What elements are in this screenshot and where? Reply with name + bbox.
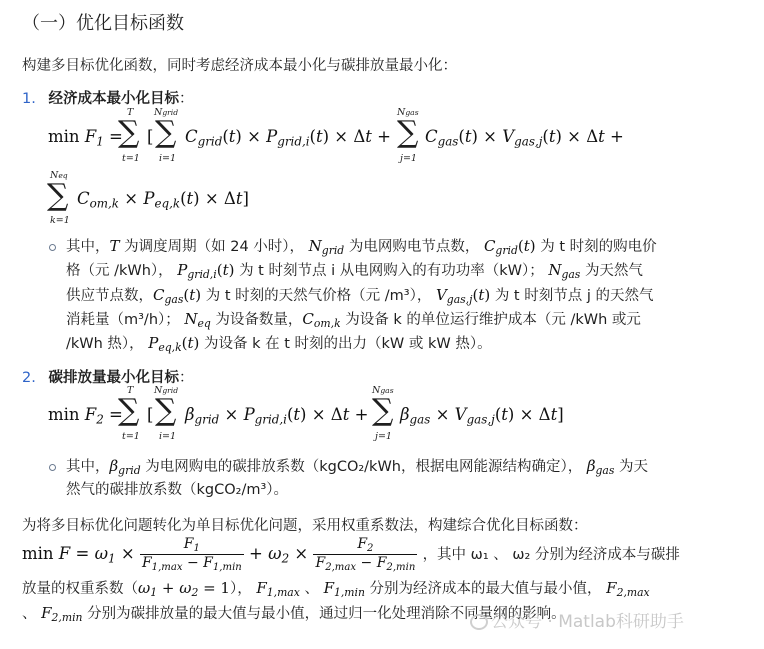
f1-term1: $C_{grid}(t) \times P_{grid,i}(t) \times \Delta t$ + — [185, 127, 391, 149]
combined-line3: 、 $F_{2,min}$ 分别为碳排放量的最大值与最小值，通过归一化处理消除不同量纲的影响。 — [22, 604, 566, 625]
f1-sum4-sigma: ∑ — [47, 178, 69, 213]
watermark: 公众号 · Matlab科研助手 — [470, 607, 684, 632]
intro-text: 构建多目标优化函数，同时考虑经济成本最小化与碳排放量最小化： — [22, 58, 457, 74]
item2-heading — [22, 366, 193, 387]
item1-desc-line5: /kWh 热）， $P_{eq,k}(t)$ 为设备 k 在 t 时刻的出力（kW 或 kW 热）。 — [66, 334, 492, 355]
item1-desc-line1: 其中，T 为调度周期（如 24 小时）， $N_{grid}$ 为电网购电节点数， $C_{grid}(t)$ 为 t 时刻的购电价 — [66, 237, 657, 258]
item2-colon: ： — [178, 370, 194, 386]
item1-desc-line2: 格（元 /kWh）， $P_{grid,i}(t)$ 为 t 时刻节点 i 从电网购入的有功功率（kW）； $N_{gas}$ 为天然气 — [66, 261, 643, 282]
item1-number: 1. — [22, 91, 36, 107]
transform-text: 为将多目标优化问题转化为单目标优化问题，采用权重系数法，构建综合优化目标函数： — [22, 518, 588, 534]
f1-sum4-lower: k=1 — [50, 215, 70, 226]
f1-sum1-lower: t=1 — [122, 153, 140, 164]
f1-sum1-sigma: ∑ — [118, 115, 140, 150]
item2-number: 2. — [22, 370, 36, 386]
f2-sum3-lower: j=1 — [375, 431, 392, 442]
f1-sum1-upper: T — [127, 107, 134, 118]
f2-sum2-lower: i=1 — [159, 431, 177, 442]
f1-term2: $C_{gas}(t) \times V_{gas,j}(t) \times \Delta t$ + — [425, 127, 624, 149]
f1-sum2-lower: i=1 — [159, 153, 177, 164]
item2-desc-line2: 然气的碳排放系数（kgCO₂/m³）。 — [66, 482, 289, 498]
f1-sum4-upper: Neq — [50, 170, 68, 181]
item1-colon: ： — [178, 91, 194, 107]
f2-sum1-lower: t=1 — [122, 431, 140, 442]
wechat-icon — [470, 614, 488, 630]
f1-sum3-lower: j=1 — [400, 153, 417, 164]
combined-line2: 放量的权重系数$(\omega_1 + \omega_2 = 1)$， $F_{1,max}$ 、 $F_{1,min}$ 分别为经济成本的最大值与最小值， $F_{2,max}$ — [22, 579, 650, 600]
item2-bullet — [49, 464, 56, 471]
f1-sum3-upper: Ngas — [397, 107, 419, 118]
frac2: $\frac{F_2}{F_{2,max} - F_{2,min}}$ — [315, 536, 416, 574]
f2-sum1-upper: T — [127, 385, 134, 396]
combined-formula-line: $\min F = \omega_1$ × $\frac{F_1}{F_{1,max} - F_{1,min}}$ + $\omega_2$ × $\frac{F_2}{F_{2,max} - F_{2,min}}$ ，其中 ω₁ 、 ω₂ 分别为经济成本与碳排 — [22, 536, 680, 574]
item1-heading — [22, 87, 193, 108]
item1-bullet — [49, 244, 56, 251]
f2-term1: $\beta_{grid} \times P_{grid,i}(t) \times \Delta t$ + — [185, 405, 369, 427]
f2-sum2-upper: Ngrid — [154, 385, 179, 396]
f2-sum2-sigma: ∑ — [155, 393, 177, 428]
item2-desc-line1: 其中，$\beta_{grid}$ 为电网购电的碳排放系数（kgCO₂/kWh，根据电网能源结构确定）， $\beta_{gas}$ 为天 — [66, 457, 649, 478]
formula-f2-lhs: $\min F_2$ = — [48, 405, 123, 427]
item1-desc-line3: 供应节点数，$C_{gas}(t)$ 为 t 时刻的天然气价格（元 /m³）， $V_{gas,j}(t)$ 为 t 时刻节点 j 的天然气 — [66, 286, 654, 307]
f1-sum2-sigma: ∑ — [155, 115, 177, 150]
f2-term2: $\beta_{gas} \times V_{gas,j}(t) \times \Delta t$] — [400, 405, 564, 427]
formula-f1-lhs: $\min F_1$ = — [48, 127, 123, 149]
f1-bracket-open: [ — [147, 127, 154, 146]
f2-bracket-open: [ — [147, 405, 154, 424]
f1-term3: $C_{om,k} \times P_{eq,k}(t) \times \Delta t$] — [77, 189, 249, 211]
item1-desc-line4: 消耗量（m³/h）； $N_{eq}$ 为设备数量，$C_{om,k}$ 为设备 k 的单位运行维护成本（元 /kWh 或元 — [66, 310, 641, 331]
f1-sum3-sigma: ∑ — [397, 115, 419, 150]
f2-sum3-upper: Ngas — [372, 385, 394, 396]
frac1: $\frac{F_1}{F_{1,max} - F_{1,min}}$ — [141, 536, 242, 574]
section-heading: （一）优化目标函数 — [22, 13, 184, 34]
f2-sum3-sigma: ∑ — [372, 393, 394, 428]
f1-sum2-upper: Ngrid — [154, 107, 179, 118]
item2-title: 碳排放量最小化目标 — [48, 370, 179, 386]
f2-sum1-sigma: ∑ — [118, 393, 140, 428]
item1-title: 经济成本最小化目标 — [48, 91, 179, 107]
